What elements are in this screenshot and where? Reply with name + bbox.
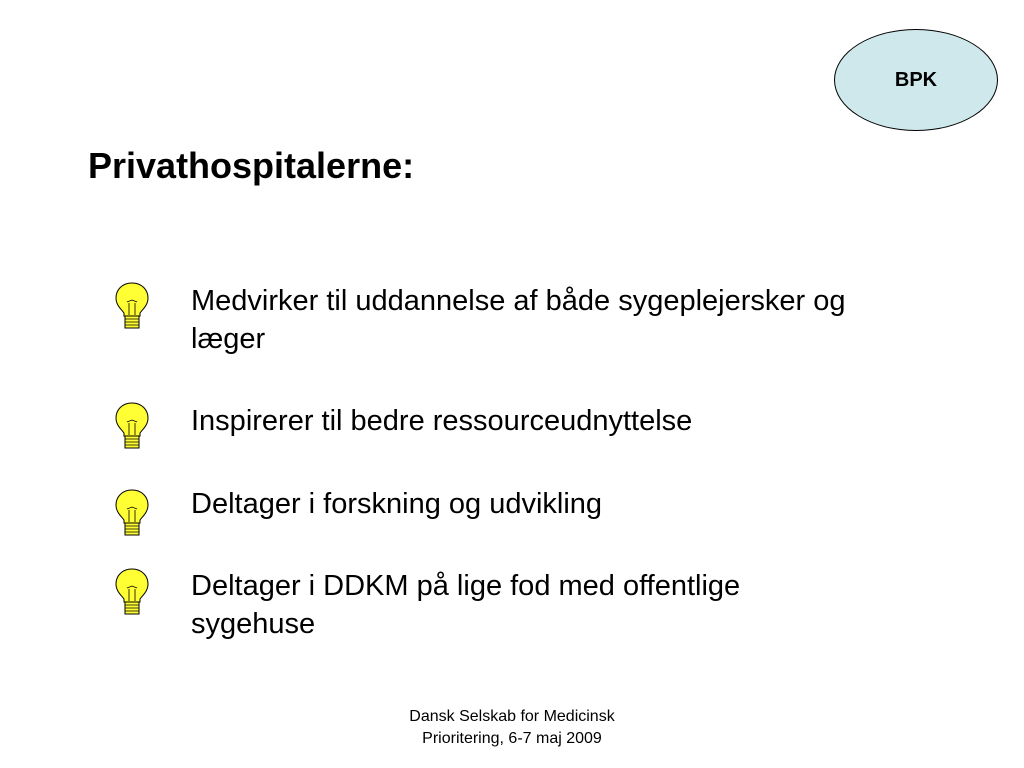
bullet-text: Deltager i DDKM på lige fod med offentlige sygehuse [191, 570, 741, 640]
lightbulb-icon [112, 566, 152, 618]
bullet-text: Medvirker til uddannelse af både sygeplejersker og læger [191, 285, 846, 355]
bpk-badge-label: BPK [894, 68, 938, 91]
footer-line-2: Prioritering, 6-7 maj 2009 [422, 730, 602, 747]
slide-title: Privathospitalerne: [88, 145, 415, 186]
bpk-badge [834, 29, 998, 131]
bullet-text: Deltager i forskning og udvikling [191, 488, 603, 520]
lightbulb-icon [112, 487, 152, 539]
bullet-text: Inspirerer til bedre ressourceudnyttelse [191, 405, 693, 437]
lightbulb-icon [112, 400, 152, 452]
lightbulb-icon [112, 280, 152, 332]
footer [362, 706, 662, 750]
footer-line-1: Dansk Selskab for Medicinsk [409, 708, 615, 725]
